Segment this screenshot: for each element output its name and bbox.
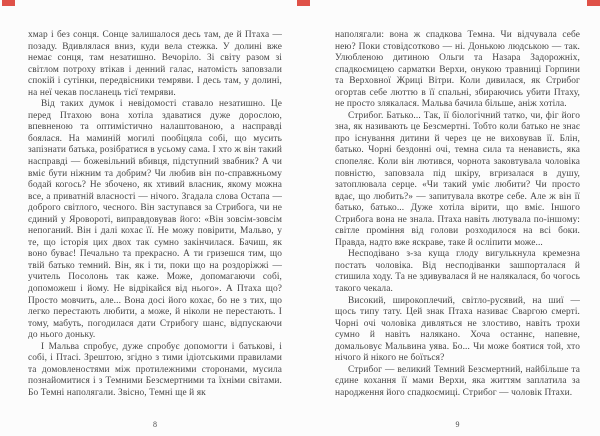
paragraph: Від таких думок і невідомості ставало незатишно. Це перед Птахою вона хотіла здаватися дуже дорослою, впевненою та оптимістично налаштованою, а насправді боялася. На маминій могилі пообіцяла собі, що мусить запізнати батька, розібратися в усьому сама. І хто ж він такий насправді — божевільний вбивця, підступний звабник? А чи вміє бути ніжним та добрим? Чи любив він по-справжньому бодай когось? Не збочено, як хтивий власник, якому можна все, а приватній власності — нічого. Згадала слова Остапа — доброго світлого, чесного. Він заступався за Стрибога, чи не єдиний у Яровороті, виправдовував його: «Він зовсім-зовсім непоганий. Він і далі кохає її. Не можу повірити, Мальво, у те, що історія цих двох так сумно закінчилася. Бачиш, як воно буває! Печально та прекрасно. А ти гризешся тим, що твій батько темний. Він, як і ти, поки що на роздоріжжі — учитель Посолонь так каже. Може, допомагаючи собі, допоможеш і йому. Не відрікайся від нього». А Птаха що? Просто мовчить, але... Вона досі його кохає, бо не з тих, що легко перестають любити, а може, й ніколи не перестають. І тому, мабуть, погодилася дати Стрибогу шанс, відпускаючи до нього доньку. — [28, 99, 282, 341]
paragraph: Високий, широкоплечий, світло-русявий, на шиї — щось типу тату. Цей знак Птаха називає Сваргою смерті. Чорні очі чоловіка дивляться не злостиво, навіть трохи сумно й навіть налякано. Хоча останнє, напевне, домальовує Мальвина уява. Бо... Чи може боятися той, хто нічого й нікого не боїться? — [335, 295, 580, 364]
page-left-text — [28, 30, 282, 400]
paragraph: наполягали: вона ж спадкова Темна. Чи відчувала себе нею? Поки стовідсотково — ні. Донькою людською — так. Улюбленою дитиною Ольги та Назара Задорожніх, спадкоємицею сарматки Верхи, онукою травниці Горпини та Верховної Жриці Вітри. Коли дивилася, як Стрибог огортав себе люттю в її спальні, збираючись убити Птаху, не просто злякалася. Мальва бачила більше, аніж хотіла. — [335, 30, 580, 110]
page-right-text — [335, 30, 580, 400]
paragraph: І Мальва спробує, дуже спробує допомогти і батькові, і собі, і Птасі. Зрештою, згідно з тими ідіотськими правилами та домовленостями між протилежними сторонами, мусила познайомитися і з Темними Безсмертними та їхніми світами. Бо Темні наполягали. Звісно, Темні ще й як — [28, 341, 282, 398]
paragraph: Несподівано з-за куща глоду вигулькнула кремезна постать чоловіка. Від несподіванки зашпорталася й стишила ходу. Та не здивувалася й не налякалася, бо чогось такого чекала. — [335, 249, 580, 295]
red-edge-marker-right — [587, 0, 600, 6]
page-right — [300, 0, 600, 436]
red-edge-marker-center — [297, 0, 310, 6]
paragraph: Стрибог — великий Темний Безсмертний, найбільше та єдине кохання її мами Верхи, яка життям заплатила за народження його спадкоємиці. Стрибог — чоловік Птахи. — [335, 364, 580, 398]
page-number-left: 8 — [153, 420, 157, 429]
red-edge-marker-left — [2, 0, 15, 6]
paragraph: хмар і без сонця. Сонце залишалося десь там, де й Птаха — позаду. Вдивлялася вниз, куди вела стежка. У долині вже немає сонця, там незатишно. Вечоріло. Зі світу разом зі світлом потроху втікав і денний галас, натомість заповзали спокій і сутінки, передвісники темряви. І десь там, у долині, на неї чекав посланець тієї темряви. — [28, 30, 282, 98]
page-number-right: 9 — [455, 420, 460, 429]
paragraph: Стрибог. Батько... Так, її біологічний татко, чи, фіг його зна, як називають це Безсмертні. Тобто коли батько не знає про існування дитини й через це не виховував її. Блін, батько. Чорні бездонні очі, темна сила та ненависть, яка спопеляє. Коли він лютився, чорнота заковтувала чоловіка повністю, заповзала під шкіру, вгризалася в душу, затоплювала серце. «Чи такий уміє любити? Чи просто вдає, що любить?» — запитувала вкотре себе. Але ж він її батько, батько... Дуже хотіла вірити, що вміє. Іншого Стрибога вона не знала. Птаха навіть лютувала по-іншому: світле проміння від голови розходилося на всі боки. Правда, надто вже яскраве, таке й осліпити може... — [335, 110, 580, 248]
